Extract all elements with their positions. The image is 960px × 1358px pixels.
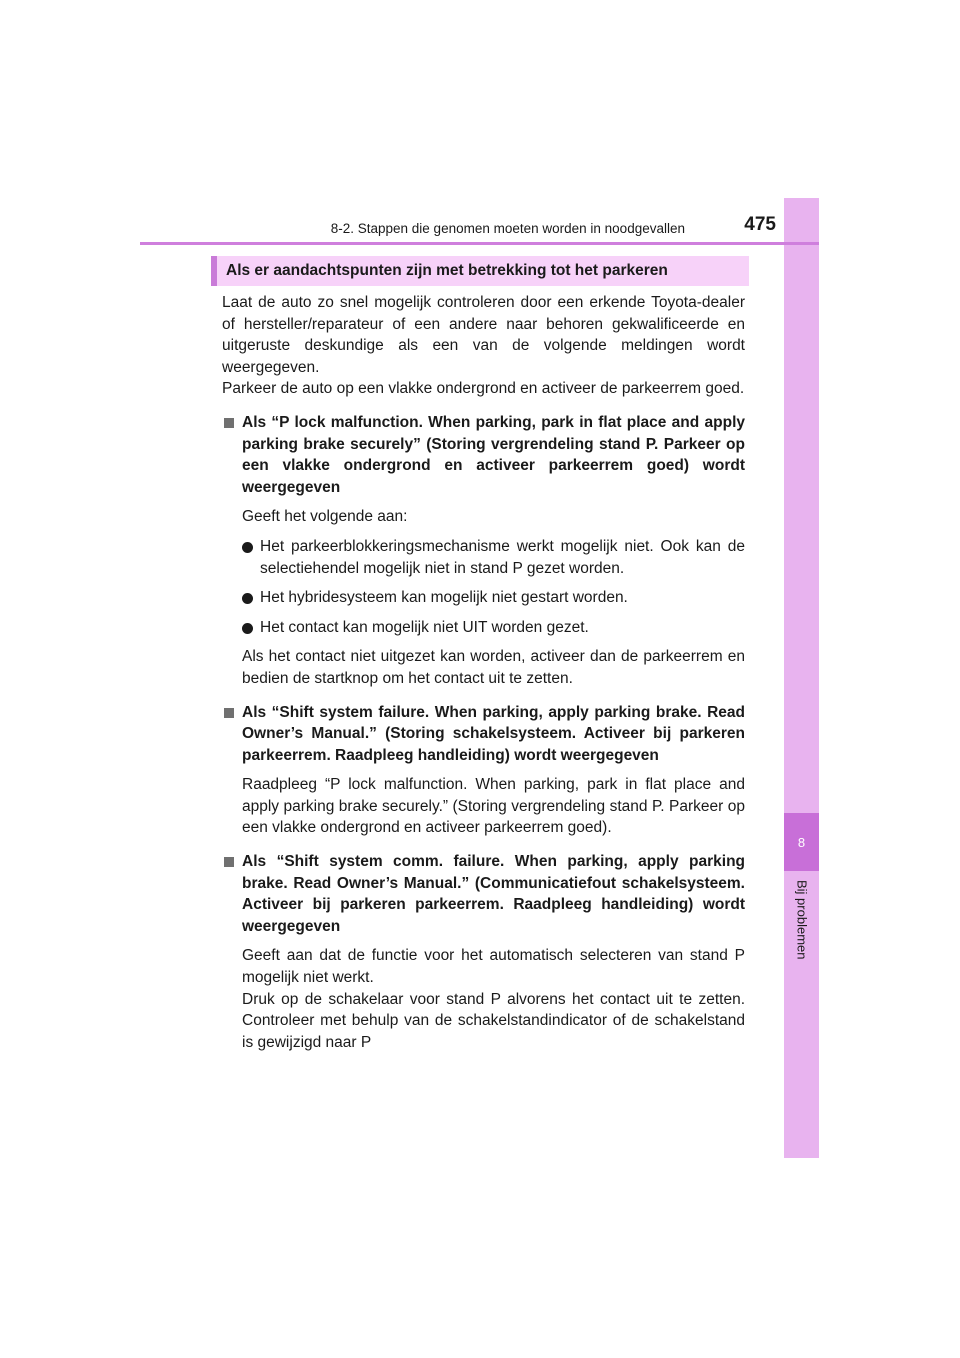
chapter-number: 8 bbox=[784, 813, 819, 871]
intro-paragraph: Laat de auto zo snel mogelijk controleren door een erkende Toyota-dealer of hersteller/reparateur of een andere naar behoren gekwalificeerde en uitgeruste deskundige als een van de volgende meldingen wordt weergegeven. bbox=[222, 294, 745, 376]
page-number: 475 bbox=[744, 214, 776, 235]
header-divider bbox=[140, 242, 819, 245]
intro-paragraph: Parkeer de auto op een vlakke ondergrond en activeer de parkeerrem goed. bbox=[222, 380, 745, 398]
list-item: Het parkeerblokkeringsmechanisme werkt mogelijk niet. Ook kan de selectiehendel mogelijk niet in stand P gezet worden. bbox=[222, 536, 745, 579]
bullet-dot-icon bbox=[242, 623, 253, 634]
square-bullet-icon bbox=[224, 857, 234, 867]
section-body: Druk op de schakelaar voor stand P alvorens het contact uit te zetten. Controleer met behulp van de schakelstandindicator of de schakelstand is gewijzigd naar P bbox=[242, 990, 745, 1051]
square-bullet-icon bbox=[224, 418, 234, 428]
section-body: Geeft aan dat de functie voor het automatisch selecteren van stand P mogelijk niet werkt. bbox=[242, 947, 745, 987]
square-bullet-icon bbox=[224, 708, 234, 718]
list-item: Het contact kan mogelijk niet UIT worden gezet. bbox=[222, 617, 745, 639]
list-item: Het hybridesysteem kan mogelijk niet gestart worden. bbox=[222, 587, 745, 609]
bullet-dot-icon bbox=[242, 593, 253, 604]
page-content bbox=[222, 292, 745, 1053]
caution-title: Als er aandachtspunten zijn met betrekking tot het parkeren bbox=[226, 262, 668, 279]
chapter-side-tab bbox=[784, 198, 819, 1158]
bullet-dot-icon bbox=[242, 542, 253, 553]
chapter-label: Bij problemen bbox=[794, 880, 810, 960]
section-body: Als het contact niet uitgezet kan worden, activeer dan de parkeerrem en bedien de startknop om het contact uit te zetten. bbox=[242, 648, 745, 687]
caution-title-bar bbox=[211, 256, 749, 286]
section-body: Raadpleeg “P lock malfunction. When parking, park in flat place and apply parking brake securely.” (Storing vergrendeling stand P. Parkeer op een vlakke ondergrond en activeer parkeerrem goed). bbox=[242, 776, 745, 837]
section-header: 8-2. Stappen die genomen moeten worden in noodgevallen bbox=[330, 221, 685, 236]
section-heading: Als “Shift system failure. When parking, apply parking brake. Read Owner’s Manual.” (Storing schakelsysteem. Activeer bij parkeren parkeerrem. Raadpleeg handleiding) wordt weergegeven bbox=[222, 702, 745, 767]
section-heading: Als “Shift system comm. failure. When parking, apply parking brake. Read Owner’s Manual.” (Communicatiefout schakelsysteem. Activeer bij parkeren parkeerrem. Raadpleeg handleiding) wordt weergegeven bbox=[222, 851, 745, 937]
section-heading: Als “P lock malfunction. When parking, park in flat place and apply parking brake securely” (Storing vergrendeling stand P. Parkeer op een vlakke ondergrond en activeer parkeerrem goed) wordt weergegeven bbox=[222, 412, 745, 498]
section-lead: Geeft het volgende aan: bbox=[242, 508, 408, 526]
